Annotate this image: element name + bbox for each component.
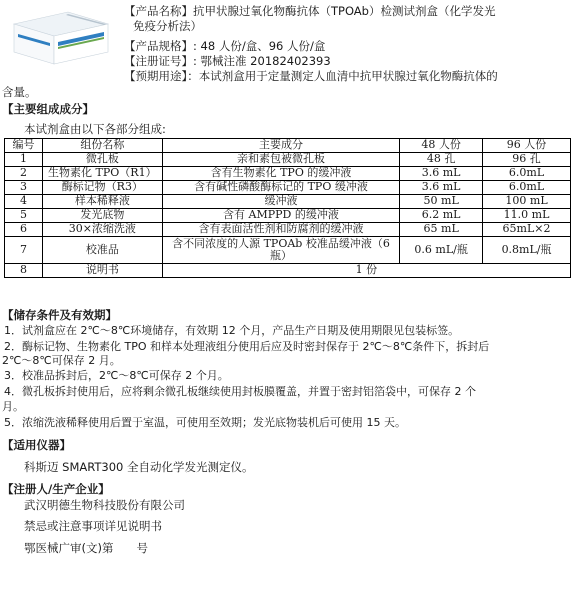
registrant-note: 禁忌或注意事项详见说明书 <box>24 519 162 533</box>
storage-line-3: 2℃～8℃可保存 2 月。 <box>2 354 121 367</box>
row-number: 6 <box>5 223 43 237</box>
table-row <box>5 223 571 237</box>
storage-line-4: 3．校准品拆封后，2℃～8℃可保存 2 个月。 <box>4 369 229 382</box>
qty-96: 6.0mL <box>483 181 571 195</box>
storage-line-7: 5．浓缩洗液稀释使用后置于室温，可使用至效期；发光底物装机后可使用 15 天。 <box>4 416 406 429</box>
product-name-label: 【产品名称】 <box>124 4 193 18</box>
product-reg-value: : 鄂械注准 20182402393 <box>193 54 331 68</box>
component-name: 样本稀释液 <box>42 195 162 209</box>
component-main: 含有表面活性剂和防腐剂的缓冲液 <box>162 223 400 237</box>
header-cell: 48 人份 <box>400 139 483 153</box>
product-reg-line <box>124 54 331 68</box>
product-use-line <box>124 69 498 83</box>
row-number: 3 <box>5 181 43 195</box>
table-row <box>5 181 571 195</box>
component-name: 酶标记物（R3） <box>42 181 162 195</box>
header-cell: 96 人份 <box>483 139 571 153</box>
table-row <box>5 153 571 167</box>
storage-line-5: 4．微孔板拆封使用后，应将剩余微孔板继续使用封板膜覆盖，并置于密封铝箔袋中，可保存 2 个 <box>4 385 476 398</box>
component-name: 发光底物 <box>42 209 162 223</box>
product-use-label: 【预期用途】 <box>124 69 188 83</box>
row-number: 4 <box>5 195 43 209</box>
component-main: 含不同浓度的人源 TPOAb 校准品缓冲液（6 瓶） <box>162 237 400 264</box>
qty-48: 6.2 mL <box>400 209 483 223</box>
product-use-value: ：本试剂盒用于定量测定人血清中抗甲状腺过氧化物酶抗体的 <box>187 69 498 83</box>
component-name: 校准品 <box>42 237 162 264</box>
table-row <box>5 167 571 181</box>
component-name: 30×浓缩洗液 <box>42 223 162 237</box>
table-row <box>5 209 571 223</box>
qty-48: 3.6 mL <box>400 167 483 181</box>
registrant-company: 武汉明德生物科技股份有限公司 <box>24 498 185 512</box>
table-row <box>5 195 571 209</box>
product-use-line2: 含量。 <box>2 85 37 99</box>
storage-line-6: 月。 <box>2 400 24 413</box>
header-cell: 编号 <box>5 139 43 153</box>
row-number: 2 <box>5 167 43 181</box>
component-main: 含有 AMPPD 的缓冲液 <box>162 209 400 223</box>
product-spec-value: : 48 人份/盒、96 人份/盒 <box>193 39 326 53</box>
product-spec-label: 【产品规格】 <box>124 39 193 53</box>
component-main: 亲和素包被微孔板 <box>162 153 400 167</box>
ad-approval-number: 鄂医械广审(文)第 号 <box>24 541 148 555</box>
composition-title: 【主要组成成分】 <box>2 102 94 116</box>
header-cell: 组份名称 <box>42 139 162 153</box>
qty-48: 50 mL <box>400 195 483 209</box>
qty-48: 48 孔 <box>400 153 483 167</box>
instrument-title: 【适用仪器】 <box>2 438 71 452</box>
product-reg-label: 【注册证号】 <box>124 54 193 68</box>
qty-96: 6.0mL <box>483 167 571 181</box>
row-number: 8 <box>5 264 43 278</box>
qty-48: 3.6 mL <box>400 181 483 195</box>
qty-96: 0.8mL/瓶 <box>483 237 571 264</box>
composition-intro: 本试剂盒由以下各部分组成: <box>24 122 166 136</box>
qty-48: 65 mL <box>400 223 483 237</box>
header-cell: 主要成分 <box>162 139 400 153</box>
storage-line-1: 1．试剂盒应在 2℃～8℃环境储存，有效期 12 个月，产品生产日期及使用期限见包装标签。 <box>4 324 460 337</box>
row-number: 7 <box>5 237 43 264</box>
registrant-title: 【注册人/生产企业】 <box>2 482 110 496</box>
product-spec-line <box>124 39 325 53</box>
qty-96: 11.0 mL <box>483 209 571 223</box>
row-number: 5 <box>5 209 43 223</box>
qty-96: 65mL×2 <box>483 223 571 237</box>
instrument-value: 科斯迈 SMART300 全自动化学发光测定仪。 <box>24 460 254 474</box>
table-header-row <box>5 139 571 153</box>
component-main: 含有生物素化 TPO 的缓冲液 <box>162 167 400 181</box>
row-number: 1 <box>5 153 43 167</box>
table-row <box>5 237 571 264</box>
component-name: 微孔板 <box>42 153 162 167</box>
storage-line-2: 2．酶标记物、生物素化 TPO 和样本处理液组分使用后应及时密封保存于 2℃～8℃条件下，拆封后 <box>4 340 490 353</box>
component-name: 说明书 <box>42 264 162 278</box>
product-box-image <box>8 6 114 68</box>
product-name-line <box>124 4 495 18</box>
qty-48: 0.6 mL/瓶 <box>400 237 483 264</box>
component-main: 含有碱性磷酸酶标记的 TPO 缓冲液 <box>162 181 400 195</box>
table-row <box>5 264 571 278</box>
product-name-line2: 免疫分析法） <box>133 19 202 33</box>
qty-96: 100 mL <box>483 195 571 209</box>
qty-96: 96 孔 <box>483 153 571 167</box>
component-name: 生物素化 TPO（R1） <box>42 167 162 181</box>
product-name-value: 抗甲状腺过氧化物酶抗体（TPOAb）检测试剂盒（化学发光 <box>193 4 496 18</box>
composition-table <box>4 138 571 278</box>
storage-title: 【储存条件及有效期】 <box>2 308 117 322</box>
component-main: 1 份 <box>162 264 570 278</box>
component-main: 缓冲液 <box>162 195 400 209</box>
